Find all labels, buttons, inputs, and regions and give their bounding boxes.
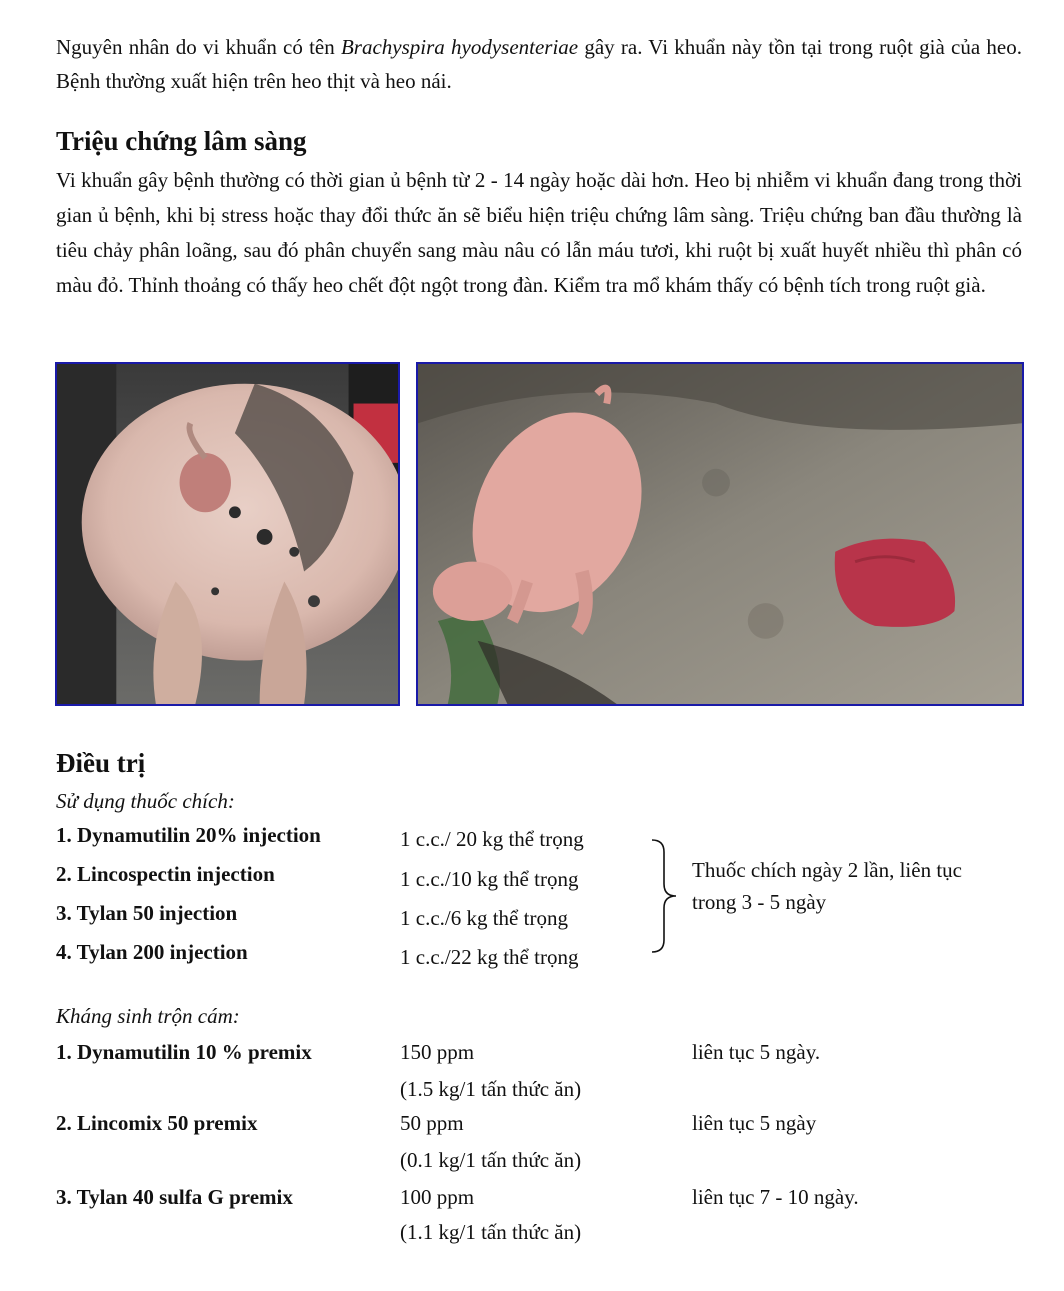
feed-name: 1. Dynamutilin 10 % premix	[56, 1040, 312, 1064]
injection-name: 1. Dynamutilin 20% injection	[56, 823, 321, 847]
bacteria-species-name: Brachyspira hyodysenteriae	[340, 35, 579, 59]
feed-ppm: 150 ppm	[400, 1040, 475, 1064]
injection-dose: 1 c.c./6 kg thể trọng	[400, 906, 568, 930]
symptoms-paragraph: Vi khuẩn gây bệnh thường có thời gian ủ bệnh từ 2 - 14 ngày hoặc dài hơn. Heo bị nhiễm vi khuẩn đang trong thời gian ủ bệnh, khi bị stress hoặc thay đổi thức ăn sẽ biểu hiện triệu chứng lâm sàng. Triệu chứng ban đầu thường là tiêu chảy phân loãng, sau đó phân chuyển sang màu nâu có lẫn máu tươi, khi ruột bị xuất huyết nhiều thì phân có màu đỏ. Thỉnh thoảng có thấy heo chết đột ngột trong đàn. Kiểm tra mổ khám thấy có bệnh tích trong ruột già.	[56, 168, 1022, 297]
feed-name: 3. Tylan 40 sulfa G premix	[56, 1185, 293, 1209]
feed-amount: (1.1 kg/1 tấn thức ăn)	[400, 1220, 582, 1244]
intro-text-before: Nguyên nhân do vi khuẩn có tên	[56, 35, 341, 59]
feed-label: Kháng sinh trộn cám:	[56, 1004, 240, 1028]
feed-duration: liên tục 5 ngày.	[692, 1040, 821, 1064]
intro-paragraph	[56, 30, 1022, 98]
injection-name: 4. Tylan 200 injection	[56, 940, 248, 964]
injection-note	[692, 854, 1042, 918]
injection-note-line: trong 3 - 5 ngày	[692, 890, 827, 914]
feed-duration: liên tục 7 - 10 ngày.	[692, 1185, 859, 1209]
treatment-heading: Điều trị	[56, 748, 146, 778]
pig-rear-photo	[55, 362, 400, 706]
injection-dose: 1 c.c./10 kg thể trọng	[400, 867, 579, 891]
intro-text-after: gây ra. Vi khuẩn này tồn tại trong ruột già của heo. Bệnh thường xuất hiện trên heo thịt và heo nái.	[56, 35, 1022, 93]
symptoms-heading: Triệu chứng lâm sàng	[56, 126, 307, 156]
injection-name: 3. Tylan 50 injection	[56, 901, 238, 925]
feed-amount: (0.1 kg/1 tấn thức ăn)	[400, 1148, 582, 1172]
feed-amount: (1.5 kg/1 tấn thức ăn)	[400, 1077, 582, 1101]
feed-ppm: 100 ppm	[400, 1185, 475, 1209]
injection-note-line: Thuốc chích ngày 2 lần, liên tục	[692, 858, 962, 882]
injection-label: Sử dụng thuốc chích:	[56, 789, 235, 813]
feed-ppm: 50 ppm	[400, 1111, 464, 1135]
injection-dose: 1 c.c./ 20 kg thể trọng	[400, 827, 584, 851]
injection-name: 2. Lincospectin injection	[56, 862, 275, 886]
feed-duration: liên tục 5 ngày	[692, 1111, 817, 1135]
injection-dose: 1 c.c./22 kg thể trọng	[400, 945, 579, 969]
curly-brace-icon	[650, 838, 680, 954]
pig-bloody-feces-photo	[416, 362, 1024, 706]
feed-name: 2. Lincomix 50 premix	[56, 1111, 258, 1135]
